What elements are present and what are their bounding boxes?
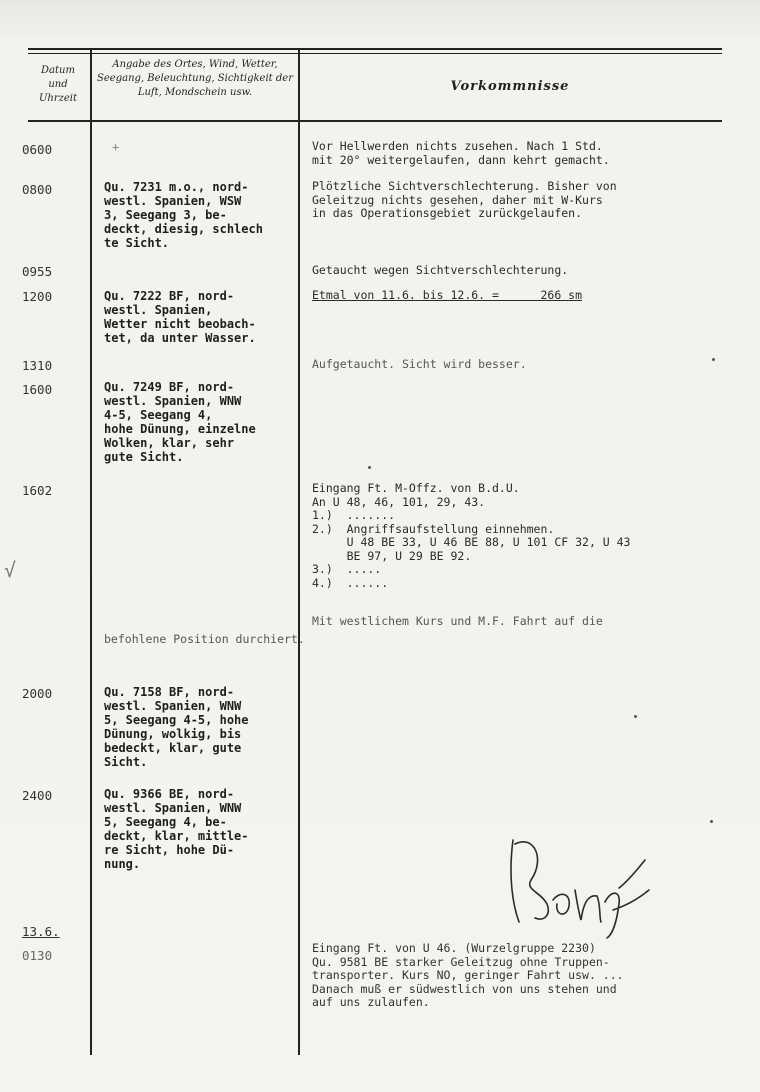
entry-event: Aufgetaucht. Sicht wird besser.: [312, 357, 527, 371]
entry-weather: Qu. 7158 BF, nord- westl. Spanien, WNW 5, Seegang 4-5, hohe Dünung, wolkig, bis bedeckt, klar, gute Sicht.: [104, 685, 249, 769]
speck: [712, 358, 715, 361]
entry-time: 0600: [22, 142, 53, 157]
entry-event: Getaucht wegen Sichtverschlechterung.: [312, 263, 569, 277]
entry-time: 1310: [22, 358, 53, 373]
header-date-time: Datum und Uhrzeit: [38, 65, 78, 104]
entry-weather: Qu. 9366 BE, nord- westl. Spanien, WNW 5, Seegang 4, be- deckt, klar, mittle- re Sicht, hohe Dü- nung.: [104, 787, 249, 871]
entry-time: 0955: [22, 264, 53, 279]
entry-time: 1200: [22, 289, 53, 304]
entry-weather: Qu. 7222 BF, nord- westl. Spanien, Wetter nicht beobach- tet, da unter Wasser.: [104, 289, 256, 345]
top-rule: [28, 48, 722, 50]
entry-time: 1602: [22, 483, 53, 498]
entry-event: Plötzliche Sichtverschlechterung. Bisher von Geleitzug nichts gesehen, daher mit W-Kurs in das Operationsgebiet zurückgelaufen.: [312, 179, 617, 220]
speck: [634, 715, 637, 718]
entry-time: 0800: [22, 182, 53, 197]
header-rule: [28, 120, 722, 122]
header-location-weather: Angabe des Ortes, Wind, Wetter, Seegang, Beleuchtung, Sichtigkeit der Luft, Mondschein usw.: [97, 59, 293, 98]
handwritten-signature: [505, 830, 655, 940]
col-divider-1: [90, 50, 92, 1055]
entry-time: 1600: [22, 382, 53, 397]
entry-time: 2400: [22, 788, 53, 803]
entry-event: Eingang Ft. von U 46. (Wurzelgruppe 2230) Qu. 9581 BE starker Geleitzug ohne Truppen- transporter. Kurs NO, geringer Fahrt usw. ... Danach muß er südwestlich von uns stehen und auf uns zulaufen.: [312, 941, 624, 1009]
entry-weather: Qu. 7231 m.o., nord- westl. Spanien, WSW 3, Seegang 3, be- deckt, diesig, schlech te Sicht.: [104, 180, 263, 250]
header-events: Vorkommnisse: [450, 79, 570, 94]
entry-time: 2000: [22, 686, 53, 701]
entry-time: 0130: [22, 948, 53, 963]
speck: [710, 820, 713, 823]
entry-event: Eingang Ft. M-Offz. von B.d.U. An U 48, 46, 101, 29, 43. 1.) ....... 2.) Angriffsaufstellung einnehmen. U 48 BE 33, U 46 BE 88, U 101 CF 32, U 43 BE 97, U 29 BE 92. 3.) ..... 4.) ......: [312, 481, 631, 590]
continuation-line: Mit westlichem Kurs und M.F. Fahrt auf die: [312, 614, 603, 628]
speck: [368, 466, 371, 469]
entry-event: Vor Hellwerden nichts zusehen. Nach 1 Std. mit 20° weitergelaufen, dann kehrt gemacht.: [312, 139, 610, 167]
top-rule-2: [28, 53, 722, 54]
entry-event: Etmal von 11.6. bis 12.6. = 266 sm: [312, 288, 583, 302]
entry-weather: +: [112, 140, 120, 154]
margin-check-mark: √: [4, 558, 17, 582]
continuation-line: befohlene Position durchiert.: [104, 632, 305, 646]
entry-weather: Qu. 7249 BF, nord- westl. Spanien, WNW 4-5, Seegang 4, hohe Dünung, einzelne Wolken, klar, sehr gute Sicht.: [104, 380, 256, 464]
date-marker: 13.6.: [22, 924, 60, 939]
